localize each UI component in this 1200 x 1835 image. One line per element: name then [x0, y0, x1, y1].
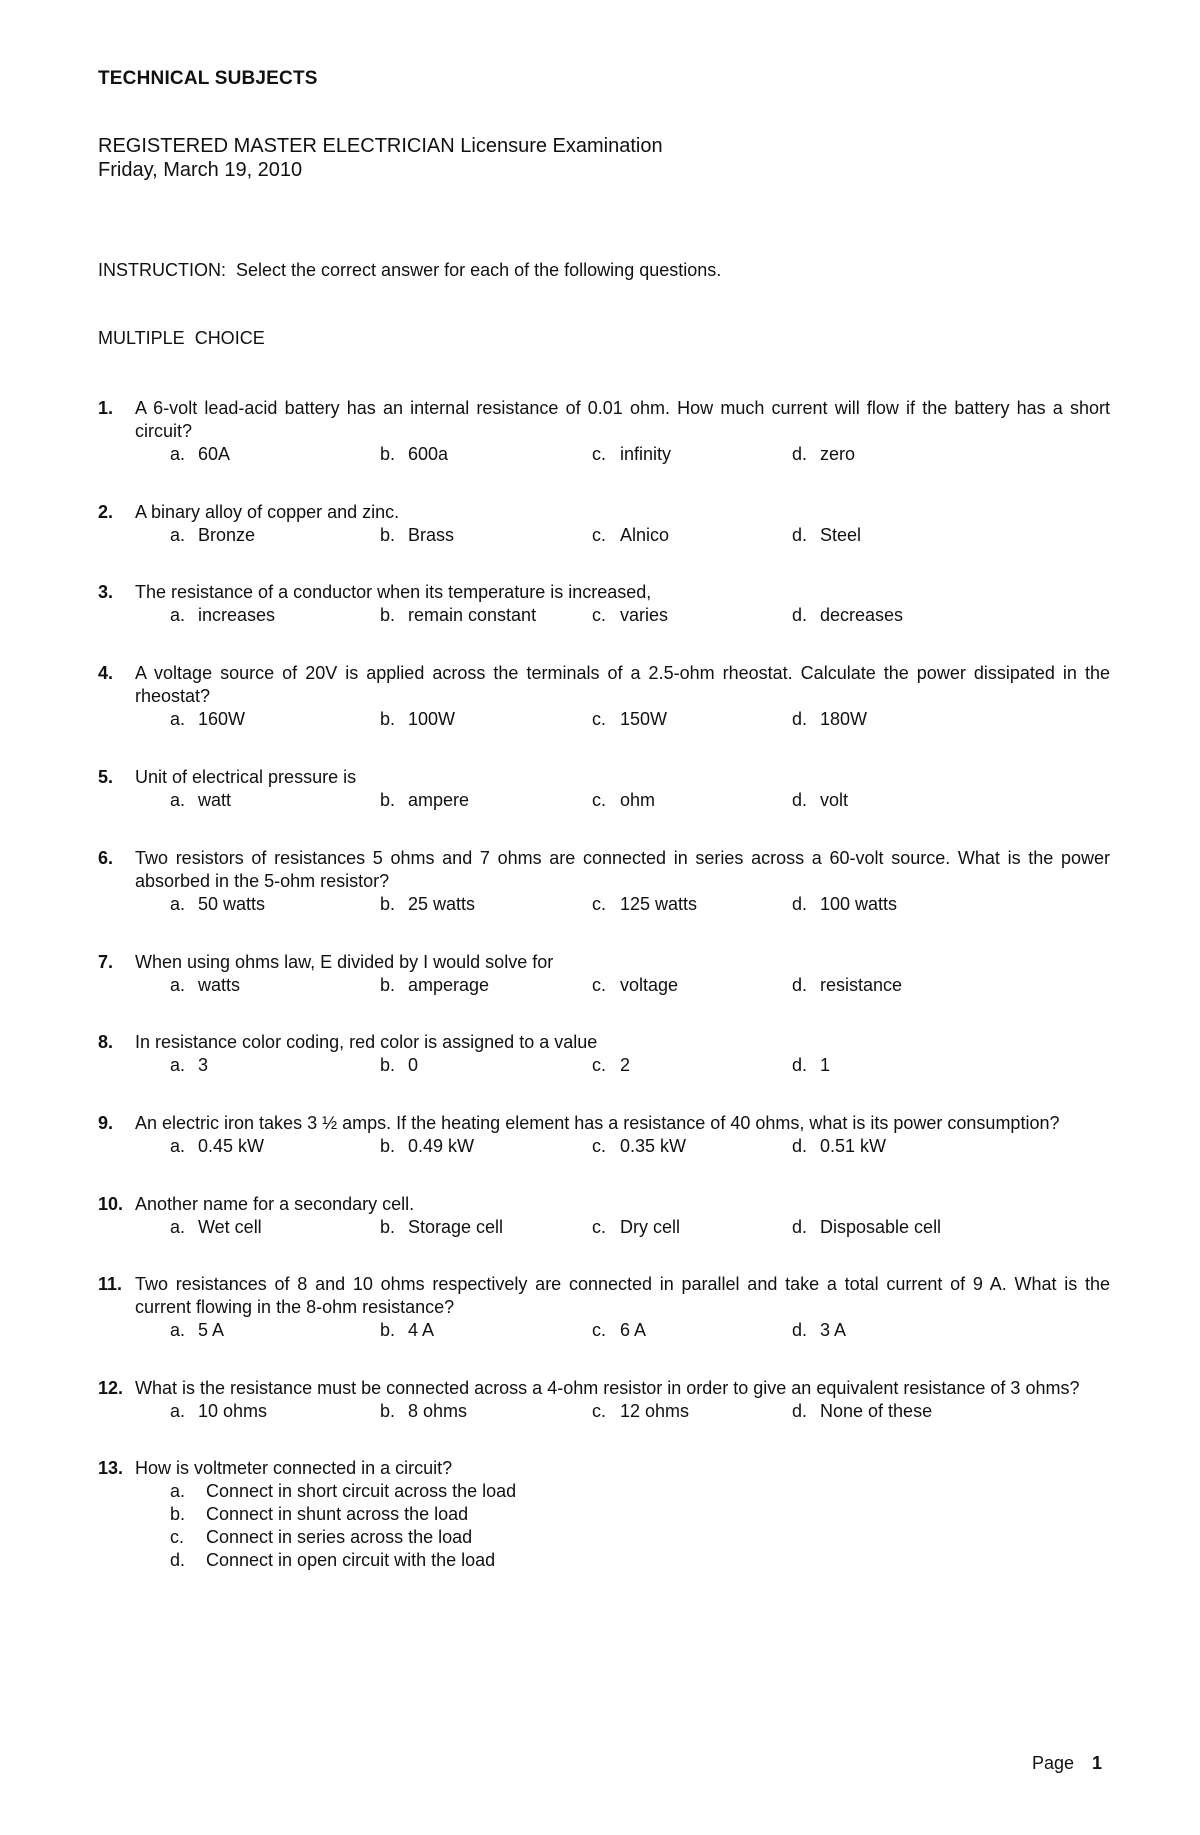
page-label: Page — [1031, 1753, 1074, 1773]
answer-choice — [592, 524, 792, 547]
choice-text: 0.35 kW — [620, 1136, 687, 1156]
choice-text: Brass — [408, 525, 455, 545]
choice-letter: d. — [792, 790, 808, 810]
answer-choice — [792, 1319, 992, 1342]
answer-choice — [170, 1503, 1110, 1526]
choice-text: 160W — [198, 709, 246, 729]
choice-letter: c. — [592, 790, 607, 810]
question-stem — [98, 397, 1110, 443]
question-item — [98, 581, 1110, 627]
question-text: Two resistances of 8 and 10 ohms respectively are connected in parallel and take a total current of 9 A. What is the current flowing in the 8-ohm resistance? — [135, 1274, 1110, 1317]
question-number: 11. — [98, 1274, 123, 1294]
question-item — [98, 951, 1110, 997]
choice-text: voltage — [620, 975, 679, 995]
choice-text: 10 ohms — [198, 1401, 268, 1421]
answer-choice — [592, 1135, 792, 1158]
question-item — [98, 1273, 1110, 1342]
section-heading: MULTIPLE CHOICE — [98, 328, 265, 348]
question-text: What is the resistance must be connected across a 4-ohm resistor in order to give an equivalent resistance of 3 ohms? — [135, 1378, 1080, 1398]
answer-choice — [170, 789, 380, 812]
choice-letter: a. — [170, 894, 186, 914]
answer-choice — [380, 524, 592, 547]
page-number: 1 — [1091, 1753, 1102, 1773]
choice-text: Bronze — [198, 525, 256, 545]
answer-choice — [380, 1319, 592, 1342]
answer-choices — [98, 1480, 1110, 1572]
choice-text: 5 A — [198, 1320, 225, 1340]
choice-letter: b. — [380, 1055, 396, 1075]
answer-choice — [792, 974, 992, 997]
choice-letter: b. — [380, 1401, 396, 1421]
question-item — [98, 662, 1110, 731]
choice-letter: b. — [380, 1136, 396, 1156]
question-number: 8. — [98, 1032, 114, 1052]
choice-letter: a. — [170, 790, 186, 810]
answer-choice — [792, 524, 992, 547]
question-item — [98, 1112, 1110, 1158]
answer-choice — [380, 1216, 592, 1239]
question-text: An electric iron takes 3 ½ amps. If the heating element has a resistance of 40 ohms, what is its power consumption? — [135, 1113, 1060, 1133]
choice-text: decreases — [820, 605, 904, 625]
answer-choice — [592, 1216, 792, 1239]
choice-letter: d. — [792, 1136, 808, 1156]
question-text: In resistance color coding, red color is assigned to a value — [135, 1032, 598, 1052]
choice-text: Storage cell — [408, 1217, 504, 1237]
question-text: Unit of electrical pressure is — [135, 767, 357, 787]
choice-letter: a. — [170, 1401, 186, 1421]
answer-choice — [792, 1216, 992, 1239]
choice-letter: c. — [592, 444, 607, 464]
choice-text: 0.51 kW — [820, 1136, 887, 1156]
choice-letter: c. — [592, 1055, 607, 1075]
answer-choices — [98, 974, 1110, 997]
choice-letter: c. — [592, 1320, 607, 1340]
choice-letter: c. — [592, 525, 607, 545]
choice-text: 3 A — [820, 1320, 847, 1340]
choice-text: 2 — [620, 1055, 631, 1075]
answer-choice — [792, 604, 992, 627]
choice-text: 100 watts — [820, 894, 898, 914]
answer-choices — [98, 1135, 1110, 1158]
choice-text: varies — [620, 605, 669, 625]
answer-choice — [792, 443, 992, 466]
choice-text: zero — [820, 444, 856, 464]
choice-letter: b. — [380, 790, 396, 810]
answer-choice — [792, 789, 992, 812]
choice-letter: a. — [170, 1055, 186, 1075]
choice-letter: d. — [792, 605, 808, 625]
answer-choice — [170, 1400, 380, 1423]
question-number: 6. — [98, 848, 114, 868]
choice-letter: d. — [792, 1055, 808, 1075]
choice-letter: d. — [792, 1401, 808, 1421]
choice-text: 125 watts — [620, 894, 698, 914]
choice-text: remain constant — [408, 605, 537, 625]
answer-choice — [592, 1400, 792, 1423]
answer-choice — [170, 1480, 1110, 1503]
question-list — [98, 397, 1110, 1572]
choice-text: ampere — [408, 790, 470, 810]
answer-choice — [170, 893, 380, 916]
choice-text: Dry cell — [620, 1217, 681, 1237]
choice-text: amperage — [408, 975, 490, 995]
question-number: 10. — [98, 1194, 124, 1214]
choice-letter: b. — [170, 1504, 186, 1524]
question-number: 9. — [98, 1113, 114, 1133]
question-item — [98, 1031, 1110, 1077]
choice-letter: b. — [380, 709, 396, 729]
question-stem — [98, 501, 1110, 524]
question-text: How is voltmeter connected in a circuit? — [135, 1458, 453, 1478]
answer-choices — [98, 1216, 1110, 1239]
page-footer — [1032, 1753, 1102, 1774]
choice-letter: a. — [170, 1320, 186, 1340]
answer-choice — [592, 789, 792, 812]
question-text: A voltage source of 20V is applied across the terminals of a 2.5-ohm rheostat. Calculate the power dissipated in the rheostat? — [135, 663, 1110, 706]
question-item — [98, 847, 1110, 916]
answer-choice — [592, 708, 792, 731]
choice-text: ohm — [620, 790, 656, 810]
choice-text: infinity — [620, 444, 672, 464]
answer-choice — [170, 708, 380, 731]
question-stem — [98, 1193, 1110, 1216]
choice-text: 60A — [198, 444, 231, 464]
question-stem — [98, 1273, 1110, 1319]
choice-letter: d. — [792, 525, 808, 545]
answer-choices — [98, 708, 1110, 731]
question-stem — [98, 951, 1110, 974]
answer-choice — [380, 893, 592, 916]
answer-choice — [380, 1135, 592, 1158]
answer-choice — [170, 1549, 1110, 1572]
choice-letter: d. — [792, 975, 808, 995]
answer-choice — [170, 1135, 380, 1158]
answer-choice — [592, 604, 792, 627]
question-stem — [98, 1377, 1110, 1400]
question-text: Two resistors of resistances 5 ohms and 7 ohms are connected in series across a 60-volt source. What is the power absorbed in the 5-ohm resistor? — [135, 848, 1110, 891]
question-number: 13. — [98, 1458, 124, 1478]
choice-letter: c. — [592, 1136, 607, 1156]
question-item — [98, 766, 1110, 812]
instruction-text: INSTRUCTION: Select the correct answer for each of the following questions. — [98, 260, 722, 280]
question-text: A binary alloy of copper and zinc. — [135, 502, 400, 522]
choice-text: 8 ohms — [408, 1401, 468, 1421]
choice-text: 0.45 kW — [198, 1136, 265, 1156]
question-stem — [98, 662, 1110, 708]
choice-text: 6 A — [620, 1320, 647, 1340]
choice-letter: a. — [170, 1217, 186, 1237]
answer-choices — [98, 443, 1110, 466]
question-item — [98, 1377, 1110, 1423]
choice-letter: d. — [792, 709, 808, 729]
choice-text: Steel — [820, 525, 862, 545]
choice-text: 100W — [408, 709, 456, 729]
answer-choice — [380, 1400, 592, 1423]
choice-text: increases — [198, 605, 276, 625]
question-stem — [98, 847, 1110, 893]
choice-text: 1 — [820, 1055, 831, 1075]
choice-letter: d. — [792, 1320, 808, 1340]
question-text: The resistance of a conductor when its temperature is increased, — [135, 582, 652, 602]
choice-letter: a. — [170, 1136, 186, 1156]
choice-text: Alnico — [620, 525, 670, 545]
choice-letter: b. — [380, 444, 396, 464]
question-item — [98, 397, 1110, 466]
choice-text: 50 watts — [198, 894, 266, 914]
choice-text: watt — [198, 790, 232, 810]
page-title: TECHNICAL SUBJECTS — [98, 68, 318, 89]
choice-letter: b. — [380, 1217, 396, 1237]
choice-text: 0.49 kW — [408, 1136, 475, 1156]
answer-choice — [170, 1526, 1110, 1549]
choice-letter: b. — [380, 605, 396, 625]
answer-choice — [592, 443, 792, 466]
choice-letter: a. — [170, 975, 186, 995]
choice-text: 25 watts — [408, 894, 476, 914]
answer-choice — [592, 1319, 792, 1342]
question-text: When using ohms law, E divided by I would solve for — [135, 952, 554, 972]
choice-letter: c. — [592, 975, 607, 995]
answer-choice — [592, 1054, 792, 1077]
choice-text: Disposable cell — [820, 1217, 942, 1237]
choice-text: Connect in short circuit across the load — [206, 1481, 517, 1501]
choice-text: 150W — [620, 709, 668, 729]
question-number: 7. — [98, 952, 114, 972]
answer-choice — [380, 789, 592, 812]
choice-letter: d. — [792, 894, 808, 914]
choice-text: resistance — [820, 975, 903, 995]
choice-text: None of these — [820, 1401, 933, 1421]
choice-letter: d. — [170, 1550, 186, 1570]
answer-choice — [380, 974, 592, 997]
choice-text: Connect in shunt across the load — [206, 1504, 469, 1524]
choice-letter: a. — [170, 709, 186, 729]
choice-letter: c. — [592, 1401, 607, 1421]
question-text: A 6-volt lead-acid battery has an internal resistance of 0.01 ohm. How much current will flow if the battery has a short circuit? — [135, 398, 1110, 441]
choice-letter: d. — [792, 1217, 808, 1237]
answer-choice — [792, 893, 992, 916]
answer-choices — [98, 789, 1110, 812]
question-stem — [98, 1112, 1110, 1135]
question-stem — [98, 1031, 1110, 1054]
choice-text: 12 ohms — [620, 1401, 690, 1421]
answer-choice — [792, 1400, 992, 1423]
choice-text: Connect in open circuit with the load — [206, 1550, 496, 1570]
answer-choice — [380, 708, 592, 731]
answer-choices — [98, 1054, 1110, 1077]
answer-choice — [170, 1216, 380, 1239]
choice-letter: c. — [170, 1527, 185, 1547]
answer-choice — [170, 524, 380, 547]
answer-choice — [380, 443, 592, 466]
choice-letter: b. — [380, 1320, 396, 1340]
answer-choice — [170, 1054, 380, 1077]
question-number: 5. — [98, 767, 114, 787]
choice-text: 3 — [198, 1055, 209, 1075]
question-number: 4. — [98, 663, 114, 683]
question-text: Another name for a secondary cell. — [135, 1194, 415, 1214]
choice-letter: c. — [592, 605, 607, 625]
question-stem — [98, 766, 1110, 789]
choice-letter: c. — [592, 894, 607, 914]
choice-letter: b. — [380, 894, 396, 914]
answer-choices — [98, 604, 1110, 627]
choice-text: watts — [198, 975, 241, 995]
answer-choice — [792, 708, 992, 731]
question-number: 1. — [98, 398, 114, 418]
choice-text: Wet cell — [198, 1217, 262, 1237]
question-stem — [98, 581, 1110, 604]
answer-choices — [98, 1400, 1110, 1423]
choice-letter: c. — [592, 1217, 607, 1237]
choice-text: volt — [820, 790, 849, 810]
question-item — [98, 1457, 1110, 1572]
exam-date: Friday, March 19, 2010 — [98, 159, 303, 181]
choice-letter: b. — [380, 525, 396, 545]
answer-choice — [792, 1135, 992, 1158]
choice-letter: d. — [792, 444, 808, 464]
answer-choices — [98, 524, 1110, 547]
choice-letter: a. — [170, 605, 186, 625]
question-number: 2. — [98, 502, 114, 522]
answer-choice — [170, 974, 380, 997]
question-number: 12. — [98, 1378, 124, 1398]
answer-choice — [592, 893, 792, 916]
answer-choice — [592, 974, 792, 997]
answer-choice — [170, 443, 380, 466]
choice-text: 0 — [408, 1055, 419, 1075]
answer-choices — [98, 893, 1110, 916]
question-stem — [98, 1457, 1110, 1480]
answer-choice — [170, 604, 380, 627]
choice-letter: a. — [170, 525, 186, 545]
choice-text: 180W — [820, 709, 868, 729]
choice-text: 4 A — [408, 1320, 435, 1340]
answer-choice — [170, 1319, 380, 1342]
answer-choice — [380, 604, 592, 627]
answer-choice — [792, 1054, 992, 1077]
answer-choices — [98, 1319, 1110, 1342]
choice-letter: a. — [170, 1481, 186, 1501]
choice-letter: b. — [380, 975, 396, 995]
choice-letter: c. — [592, 709, 607, 729]
question-item — [98, 1193, 1110, 1239]
exam-name: REGISTERED MASTER ELECTRICIAN Licensure Examination — [98, 135, 663, 157]
question-item — [98, 501, 1110, 547]
question-number: 3. — [98, 582, 114, 602]
answer-choice — [380, 1054, 592, 1077]
choice-letter: a. — [170, 444, 186, 464]
choice-text: 600a — [408, 444, 449, 464]
choice-text: Connect in series across the load — [206, 1527, 473, 1547]
